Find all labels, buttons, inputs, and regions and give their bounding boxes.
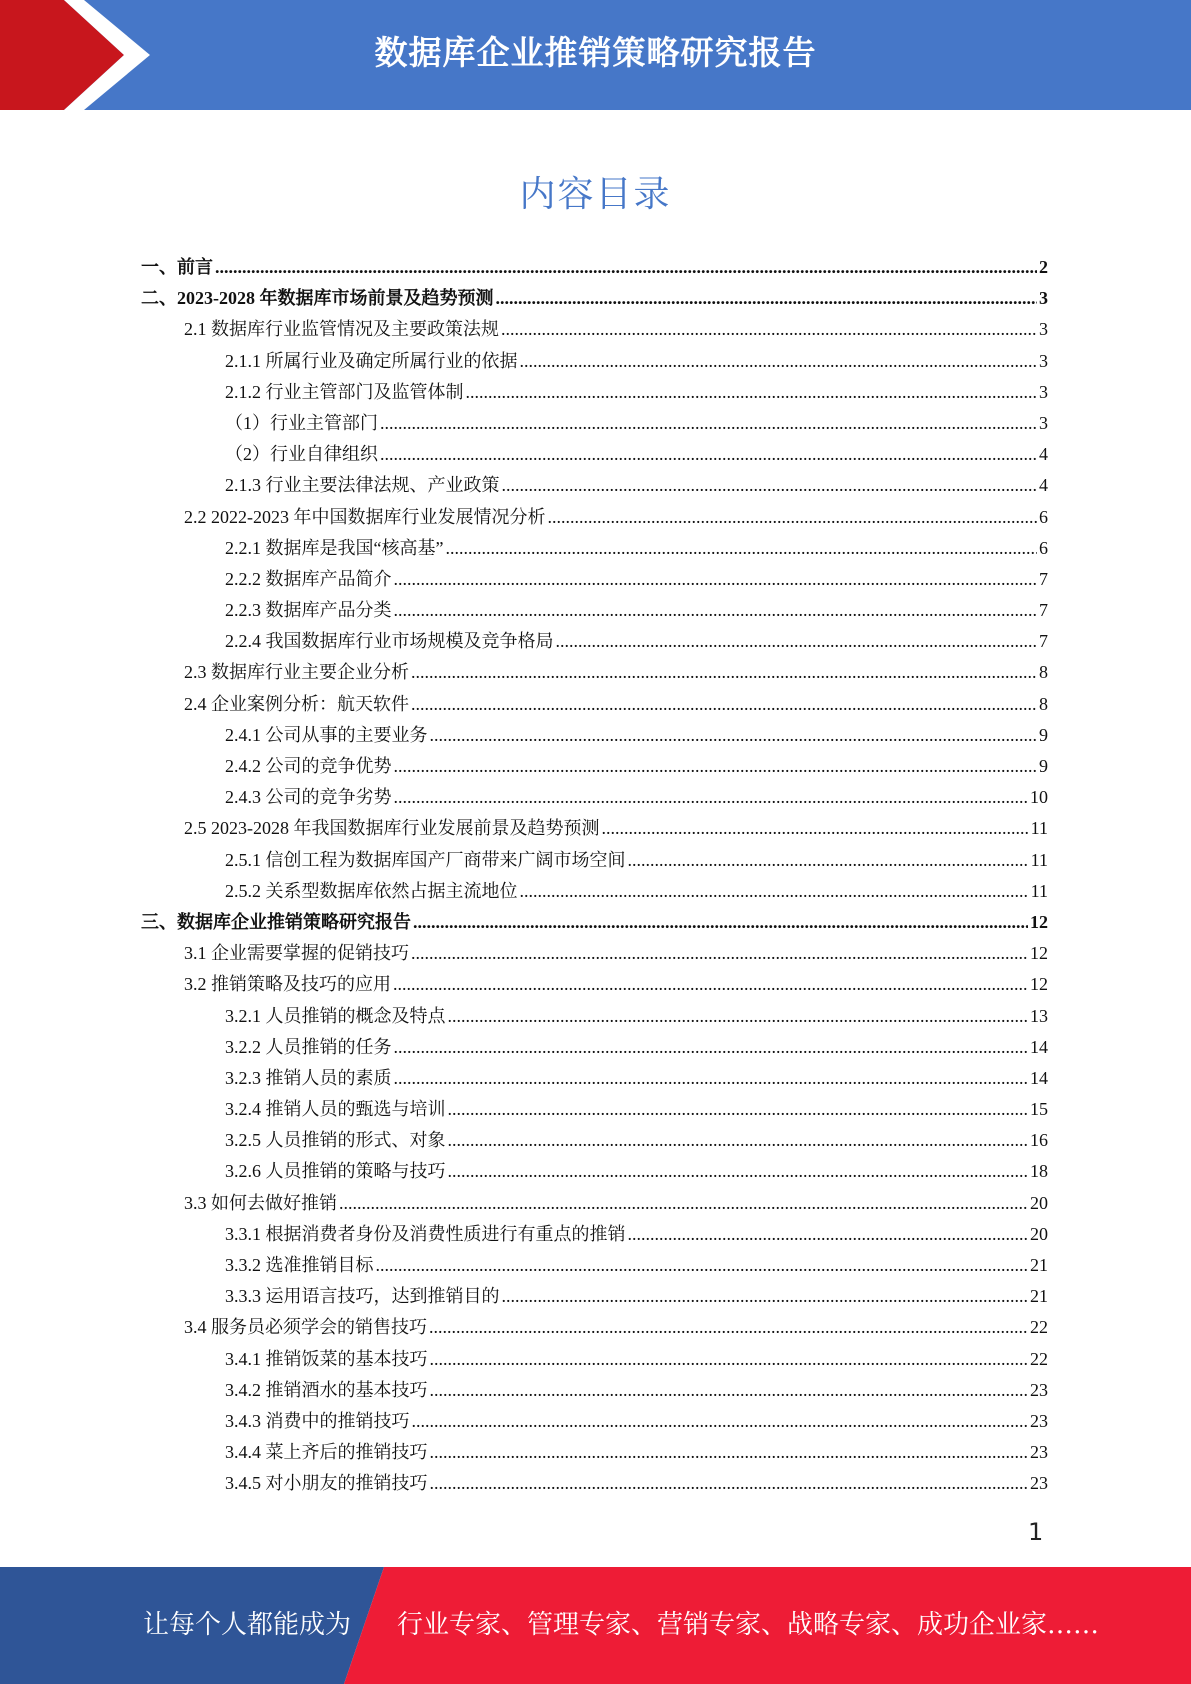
toc-dot-leader	[394, 1037, 1029, 1058]
toc-heading: 内容目录	[519, 174, 672, 215]
toc-entry[interactable]	[141, 908, 1048, 939]
toc-entry-label: 一、前言	[141, 257, 213, 277]
toc-entry[interactable]	[141, 409, 1048, 440]
toc-entry-label: 2.4.2 公司的竞争优势	[225, 756, 392, 776]
toc-entry-page: 3	[1039, 381, 1048, 402]
toc-entry[interactable]	[141, 1033, 1048, 1064]
toc-dot-leader	[393, 974, 1028, 995]
page-number: 1	[1028, 1518, 1044, 1546]
toc-entry[interactable]	[141, 378, 1048, 409]
toc-entry-page: 3	[1039, 350, 1048, 371]
toc-entry-page: 4	[1039, 475, 1048, 496]
toc-dot-leader	[602, 818, 1029, 839]
toc-dot-leader	[394, 756, 1038, 777]
toc-entry[interactable]	[141, 284, 1048, 315]
toc-entry-page: 12	[1030, 974, 1048, 995]
toc-entry-page: 4	[1039, 444, 1048, 465]
toc-dot-leader	[430, 1349, 1029, 1370]
toc-entry-page: 9	[1039, 756, 1048, 776]
toc-entry-page: 20	[1030, 1223, 1048, 1244]
toc-entry-page: 7	[1039, 631, 1048, 652]
toc-entry-label: 2.1.1 所属行业及确定所属行业的依据	[225, 350, 518, 371]
toc-entry-label: 2.2 2022-2023 年中国数据库行业发展情况分析	[184, 506, 546, 527]
toc-entry-label: 2.5.1 信创工程为数据库国产厂商带来广阔市场空间	[225, 849, 626, 870]
toc-entry[interactable]	[141, 1002, 1048, 1033]
toc-entry[interactable]	[141, 1438, 1048, 1469]
toc-dot-leader	[430, 1380, 1029, 1401]
toc-entry-page: 16	[1030, 1130, 1048, 1151]
toc-entry-label: 2.1.3 行业主要法律法规、产业政策	[225, 475, 500, 496]
toc-entry[interactable]	[141, 253, 1048, 284]
toc-entry-page: 10	[1030, 787, 1048, 808]
footer-slogan-left: 让每个人都能成为	[143, 1610, 352, 1640]
toc-entry-page: 21	[1030, 1255, 1048, 1275]
toc-entry[interactable]	[141, 596, 1048, 627]
toc-entry-label: 二、2023-2028 年数据库市场前景及趋势预测	[141, 288, 494, 309]
toc-dot-leader	[339, 1193, 1028, 1214]
toc-dot-leader	[448, 1099, 1029, 1120]
toc-entry-label: 2.2.1 数据库是我国“核高基”	[225, 537, 444, 558]
toc-entry-label: 2.1 数据库行业监管情况及主要政策法规	[184, 319, 499, 340]
toc-entry-page: 6	[1039, 506, 1048, 527]
toc-entry-label: 3.4.3 消费中的推销技巧	[225, 1410, 410, 1431]
toc-entry[interactable]	[141, 970, 1048, 1001]
toc-dot-leader	[411, 662, 1037, 683]
toc-entry[interactable]	[141, 877, 1048, 908]
toc-entry-page: 2	[1039, 257, 1048, 277]
toc-entry-page: 12	[1030, 943, 1048, 964]
toc-entry-page: 15	[1030, 1099, 1048, 1120]
toc-entry[interactable]	[141, 846, 1048, 877]
toc-entry-label: 3.3.1 根据消费者身份及消费性质进行有重点的推销	[225, 1223, 626, 1244]
toc-dot-leader	[628, 850, 1029, 871]
toc-entry[interactable]	[141, 1313, 1048, 1344]
toc-dot-leader	[215, 257, 1037, 278]
toc-dot-leader	[394, 1068, 1029, 1089]
toc-entry[interactable]	[141, 503, 1048, 534]
page-footer	[0, 1567, 1191, 1684]
toc-dot-leader	[520, 881, 1029, 902]
toc-entry-label: 2.5 2023-2028 年我国数据库行业发展前景及趋势预测	[184, 818, 600, 839]
toc-entry[interactable]	[141, 1126, 1048, 1157]
toc-entry-label: 3.4.1 推销饭菜的基本技巧	[225, 1348, 428, 1369]
toc-entry-page: 8	[1039, 662, 1048, 683]
toc-entry-label: （1）行业主管部门	[225, 412, 378, 433]
toc-entry-label: 3.1 企业需要掌握的促销技巧	[184, 943, 409, 964]
toc-entry-page: 9	[1039, 724, 1048, 745]
toc-dot-leader	[502, 1286, 1029, 1307]
toc-entry-page: 3	[1039, 288, 1048, 309]
toc-dot-leader	[429, 1317, 1028, 1338]
toc-dot-leader	[628, 1224, 1029, 1245]
toc-entry-page: 12	[1030, 911, 1048, 932]
toc-entry-label: 2.4 企业案例分析：航天软件	[184, 693, 409, 714]
toc-entry-label: 2.2.2 数据库产品简介	[225, 568, 392, 589]
toc-entry[interactable]	[141, 752, 1048, 783]
toc-entry[interactable]	[141, 627, 1048, 658]
toc-entry-label: 3.2.2 人员推销的任务	[225, 1036, 392, 1057]
toc-dot-leader	[448, 1130, 1029, 1151]
toc-entry-label: 2.3 数据库行业主要企业分析	[184, 662, 409, 683]
toc-entry[interactable]	[141, 1345, 1048, 1376]
page-header	[0, 0, 1191, 110]
toc-dot-leader	[394, 787, 1029, 808]
toc-entry-page: 20	[1030, 1192, 1048, 1213]
toc-entry-page: 23	[1030, 1473, 1048, 1494]
toc-entry-label: （2）行业自律组织	[225, 444, 378, 465]
toc-entry[interactable]	[141, 565, 1048, 596]
toc-dot-leader	[556, 631, 1038, 652]
toc-entry[interactable]	[141, 1095, 1048, 1126]
toc-entry[interactable]	[141, 534, 1048, 565]
toc-entry[interactable]	[141, 1282, 1048, 1313]
toc-entry[interactable]	[141, 939, 1048, 970]
toc-dot-leader	[430, 725, 1038, 746]
toc-dot-leader	[502, 475, 1038, 496]
toc-entry[interactable]	[141, 471, 1048, 502]
toc-dot-leader	[448, 1006, 1029, 1027]
toc-entry-page: 11	[1030, 849, 1048, 870]
toc-entry[interactable]	[141, 315, 1048, 346]
toc-entry-label: 2.5.2 关系型数据库依然占据主流地位	[225, 880, 518, 901]
toc-dot-leader	[411, 943, 1028, 964]
table-of-contents	[141, 253, 1048, 1501]
toc-entry-page: 11	[1030, 880, 1048, 901]
toc-entry-page: 7	[1039, 568, 1048, 589]
toc-entry-label: 2.4.1 公司从事的主要业务	[225, 724, 428, 745]
toc-dot-leader	[430, 1442, 1029, 1463]
footer-slogan-right: 行业专家、管理专家、营销专家、战略专家、成功企业家……	[397, 1610, 1100, 1640]
toc-entry[interactable]	[141, 690, 1048, 721]
toc-entry[interactable]	[141, 1064, 1048, 1095]
toc-entry-label: 2.2.3 数据库产品分类	[225, 600, 392, 621]
toc-entry-page: 8	[1039, 693, 1048, 714]
toc-entry-page: 14	[1030, 1067, 1048, 1088]
toc-entry-label: 3.2 推销策略及技巧的应用	[184, 974, 391, 995]
toc-dot-leader	[380, 413, 1037, 434]
toc-entry-label: 3.2.5 人员推销的形式、对象	[225, 1130, 446, 1151]
toc-dot-leader	[411, 694, 1037, 715]
toc-entry[interactable]	[141, 1469, 1048, 1500]
toc-entry[interactable]	[141, 1220, 1048, 1251]
toc-entry-label: 3.2.1 人员推销的概念及特点	[225, 1005, 446, 1026]
toc-entry-page: 7	[1039, 600, 1048, 621]
toc-entry-page: 11	[1030, 818, 1048, 839]
toc-entry-page: 23	[1030, 1379, 1048, 1400]
toc-dot-leader	[394, 600, 1038, 621]
toc-dot-leader	[448, 1161, 1029, 1182]
toc-entry-page: 13	[1030, 1005, 1048, 1026]
toc-entry-label: 3.4.5 对小朋友的推销技巧	[225, 1473, 428, 1494]
toc-entry[interactable]	[141, 1376, 1048, 1407]
toc-entry-page: 23	[1030, 1442, 1048, 1463]
toc-entry-page: 14	[1030, 1036, 1048, 1057]
toc-entry-label: 3.3.2 选准推销目标	[225, 1255, 374, 1275]
toc-entry-page: 3	[1039, 412, 1048, 433]
toc-dot-leader	[394, 569, 1038, 590]
toc-dot-leader	[413, 912, 1028, 933]
toc-dot-leader	[466, 382, 1038, 403]
toc-entry-page: 22	[1030, 1317, 1048, 1338]
toc-entry-label: 3.3 如何去做好推销	[184, 1192, 337, 1213]
toc-entry-label: 2.2.4 我国数据库行业市场规模及竞争格局	[225, 631, 554, 652]
toc-dot-leader	[501, 319, 1037, 340]
toc-entry-page: 22	[1030, 1348, 1048, 1369]
toc-entry-page: 18	[1030, 1161, 1048, 1182]
toc-dot-leader	[380, 444, 1037, 465]
toc-dot-leader	[496, 288, 1038, 309]
toc-entry-label: 3.2.6 人员推销的策略与技巧	[225, 1161, 446, 1182]
toc-entry-label: 3.4.4 菜上齐后的推销技巧	[225, 1442, 428, 1463]
toc-entry-page: 3	[1039, 319, 1048, 340]
toc-entry[interactable]	[141, 783, 1048, 814]
toc-dot-leader	[445, 538, 1037, 559]
toc-dot-leader	[430, 1473, 1029, 1494]
toc-entry-label: 三、数据库企业推销策略研究报告	[141, 911, 411, 932]
toc-entry[interactable]	[141, 1251, 1048, 1282]
toc-dot-leader	[520, 351, 1038, 372]
toc-entry-label: 3.4 服务员必须学会的销售技巧	[184, 1317, 427, 1338]
toc-entry-label: 3.3.3 运用语言技巧，达到推销目的	[225, 1286, 500, 1307]
toc-dot-leader	[412, 1411, 1029, 1432]
toc-entry-label: 3.2.3 推销人员的素质	[225, 1067, 392, 1088]
toc-entry[interactable]	[141, 658, 1048, 689]
toc-entry[interactable]	[141, 814, 1048, 845]
report-title: 数据库企业推销策略研究报告	[374, 33, 817, 72]
toc-entry-label: 3.4.2 推销酒水的基本技巧	[225, 1379, 428, 1400]
toc-entry-label: 2.1.2 行业主管部门及监管体制	[225, 381, 464, 402]
toc-entry[interactable]	[141, 440, 1048, 471]
toc-entry[interactable]	[141, 347, 1048, 378]
toc-entry-page: 6	[1039, 537, 1048, 558]
toc-entry-label: 3.2.4 推销人员的甄选与培训	[225, 1099, 446, 1120]
toc-entry-page: 21	[1030, 1286, 1048, 1307]
toc-entry-page: 23	[1030, 1410, 1048, 1431]
toc-entry[interactable]	[141, 721, 1048, 752]
toc-entry[interactable]	[141, 1189, 1048, 1220]
toc-dot-leader	[548, 507, 1038, 528]
toc-entry-label: 2.4.3 公司的竞争劣势	[225, 787, 392, 808]
toc-entry[interactable]	[141, 1157, 1048, 1188]
toc-dot-leader	[376, 1255, 1029, 1276]
toc-entry[interactable]	[141, 1407, 1048, 1438]
